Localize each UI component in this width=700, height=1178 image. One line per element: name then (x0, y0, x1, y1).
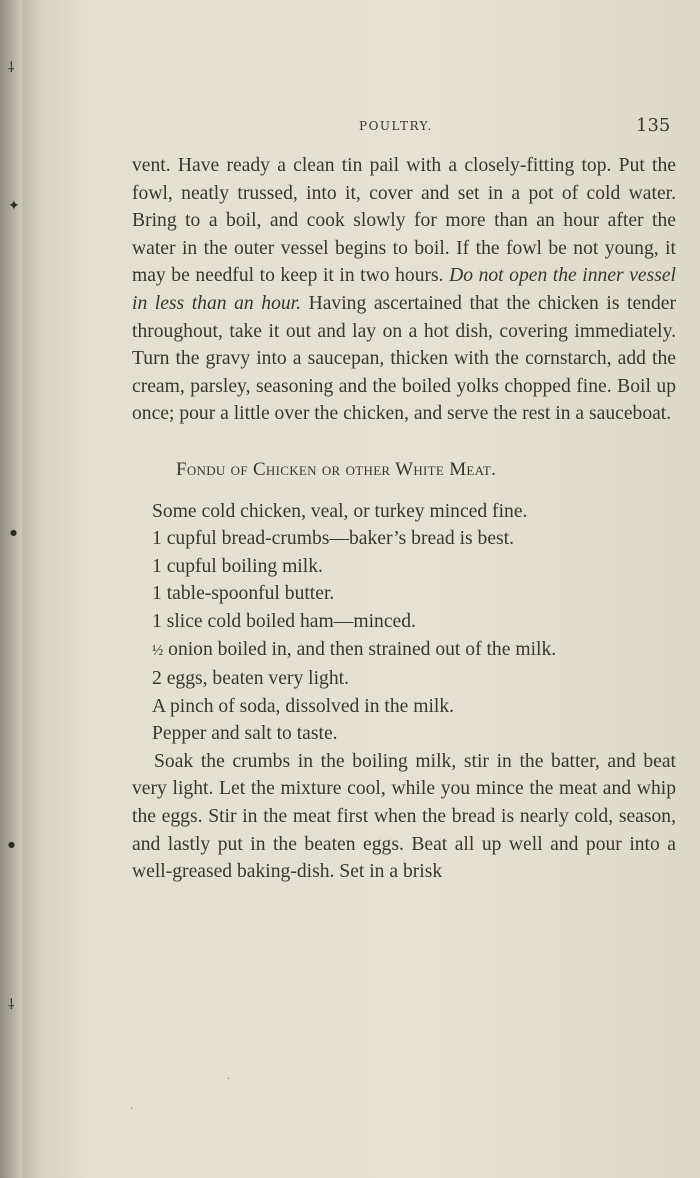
ingredient-line: 2 eggs, beaten very light. (152, 668, 349, 690)
book-page (22, 0, 700, 1178)
ingredient-line-onion (132, 636, 676, 666)
intro-paragraph (132, 152, 676, 428)
ingredient-line: Pepper and salt to taste. (152, 723, 338, 745)
page-number: 135 (636, 115, 671, 136)
ingredient-line: 1 slice cold boiled ham—minced. (152, 610, 416, 632)
ingredient-line: A pinch of soda, dissolved in the milk. (152, 695, 455, 717)
recipe-title: Fondu of Chicken or other White Meat. (176, 458, 497, 480)
ingredient-line: 1 table-spoonful butter. (152, 583, 335, 605)
binding-thread-mark: ⸸ (8, 997, 15, 1013)
paper-speck: · (227, 1074, 231, 1085)
binding-thread-mark: ✦ (8, 198, 20, 214)
binding-thread-mark: ● (10, 528, 17, 537)
ingredient-line: 1 cupful bread-crumbs—baker’s bread is best. (152, 528, 515, 550)
ingredient-line: Some cold chicken, veal, or turkey minced fine. (152, 500, 528, 522)
intro-text-end: Having ascertained that the chicken is tender throughout, take it out and lay on a hot dish, covering immediately. Turn the gravy into a saucepan, thicken with the cornstarch, add the cream, parsley, seasoning and the boiled yolks chopped fine. Boil up once; pour a little over the chicken, and serve the rest in a sauceboat. (132, 292, 676, 425)
binding-thread-mark: ● (8, 840, 15, 849)
page-body (132, 152, 676, 886)
binding-thread-mark: ⸸ (8, 60, 15, 76)
onion-fraction: ½ (152, 642, 164, 659)
ingredient-line: 1 cupful boiling milk. (152, 555, 323, 577)
intro-text-start: vent. Have ready a clean tin pail with a closely-fitting top. Put the fowl, neatly trussed, into it, cover and set in a pot of cold water. Bring to a boil, and cook slowly for more than an hour after the water in the outer vessel begins to boil. If the fowl be not young, it may be needful to keep it in two hours. (132, 155, 676, 287)
running-head: POULTRY. (359, 119, 433, 133)
page-header (22, 115, 700, 139)
paper-speck: · (130, 1104, 134, 1115)
intro-italic-warning: Do not open the inner vessel in less than an hour. (132, 265, 676, 314)
book-gutter (0, 0, 22, 1178)
method-paragraph: Soak the crumbs in the boiling milk, stir in the batter, and beat very light. Let the mixture cool, while you mince the meat and whip the eggs. Stir in the meat first when the bread is nearly cold, season, and lastly put in the beaten eggs. Beat all up well and pour into a well-greased baking-dish. Set in a brisk (132, 750, 676, 883)
onion-text: onion boiled in, and then strained out of the milk. (163, 638, 557, 660)
